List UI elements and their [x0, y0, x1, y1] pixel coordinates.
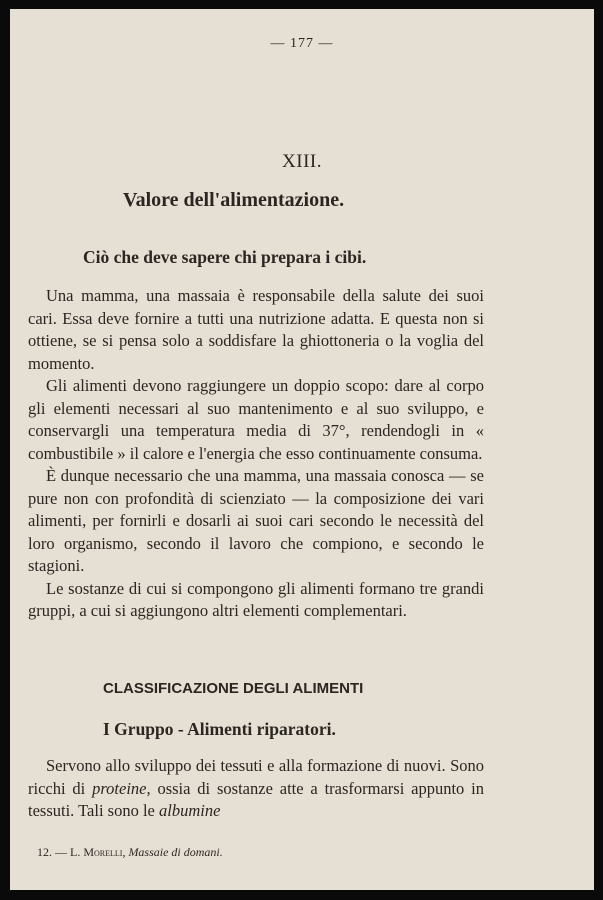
- paragraph: Una mamma, una massaia è responsabile della salute dei suoi cari. Essa deve fornire a tutti una nutrizione adatta. E questa non si ottiene, se si pensa solo a soddisfare la ghiottoneria o la voglia del momento.: [28, 286, 484, 373]
- paragraph: Gli alimenti devono raggiungere un doppio scopo: dare al corpo gli elementi necessari al suo mantenimento e al suo sviluppo, e conservargli una temperatura media di 37°, rendendogli in « combustibile » il calore e l'energia che esso continuamente consuma.: [28, 376, 484, 463]
- group-text: [28, 755, 484, 823]
- footer-signature: [37, 845, 223, 860]
- signature-number: 12. —: [37, 845, 67, 859]
- intro-text: [28, 285, 484, 623]
- chapter-number: XIII.: [282, 151, 322, 172]
- text-run: Servono allo sviluppo dei tessuti e alla formazione di nuovi. Sono ricchi di: [28, 756, 484, 798]
- group-paragraph: [28, 755, 484, 823]
- classification-heading: CLASSIFICAZIONE DEGLI ALIMENTI: [103, 680, 364, 697]
- section-heading: Ciò che deve sapere chi prepara i cibi.: [83, 247, 367, 267]
- paragraph: Le sostanze di cui si compongono gli alimenti formano tre grandi gruppi, a cui si aggiungono altri elementi complementari.: [28, 578, 484, 620]
- book-page: [10, 9, 594, 890]
- text-run: ossia di sostanze atte a trasformarsi appunto in tessuti. Tali sono le: [28, 778, 484, 820]
- group-heading: I Gruppo - Alimenti riparatori.: [103, 719, 336, 739]
- emphasis-proteine: proteine,: [92, 778, 151, 798]
- book-title: Massaie di domani.: [128, 845, 223, 859]
- emphasis-albumine: albumine: [159, 801, 221, 820]
- author-name: L. Morelli,: [70, 845, 126, 859]
- paragraph: È dunque necessario che una mamma, una massaia conosca — se pure non con profondità di scienziato — la composizione dei vari alimenti, per fornirli e dosarli ai suoi cari secondo le necessità del loro organismo, secondo il lavoro che compiono, e secondo le stagioni.: [28, 466, 484, 575]
- page-number: — 177 —: [270, 36, 334, 51]
- chapter-title: Valore dell'alimentazione.: [123, 189, 345, 211]
